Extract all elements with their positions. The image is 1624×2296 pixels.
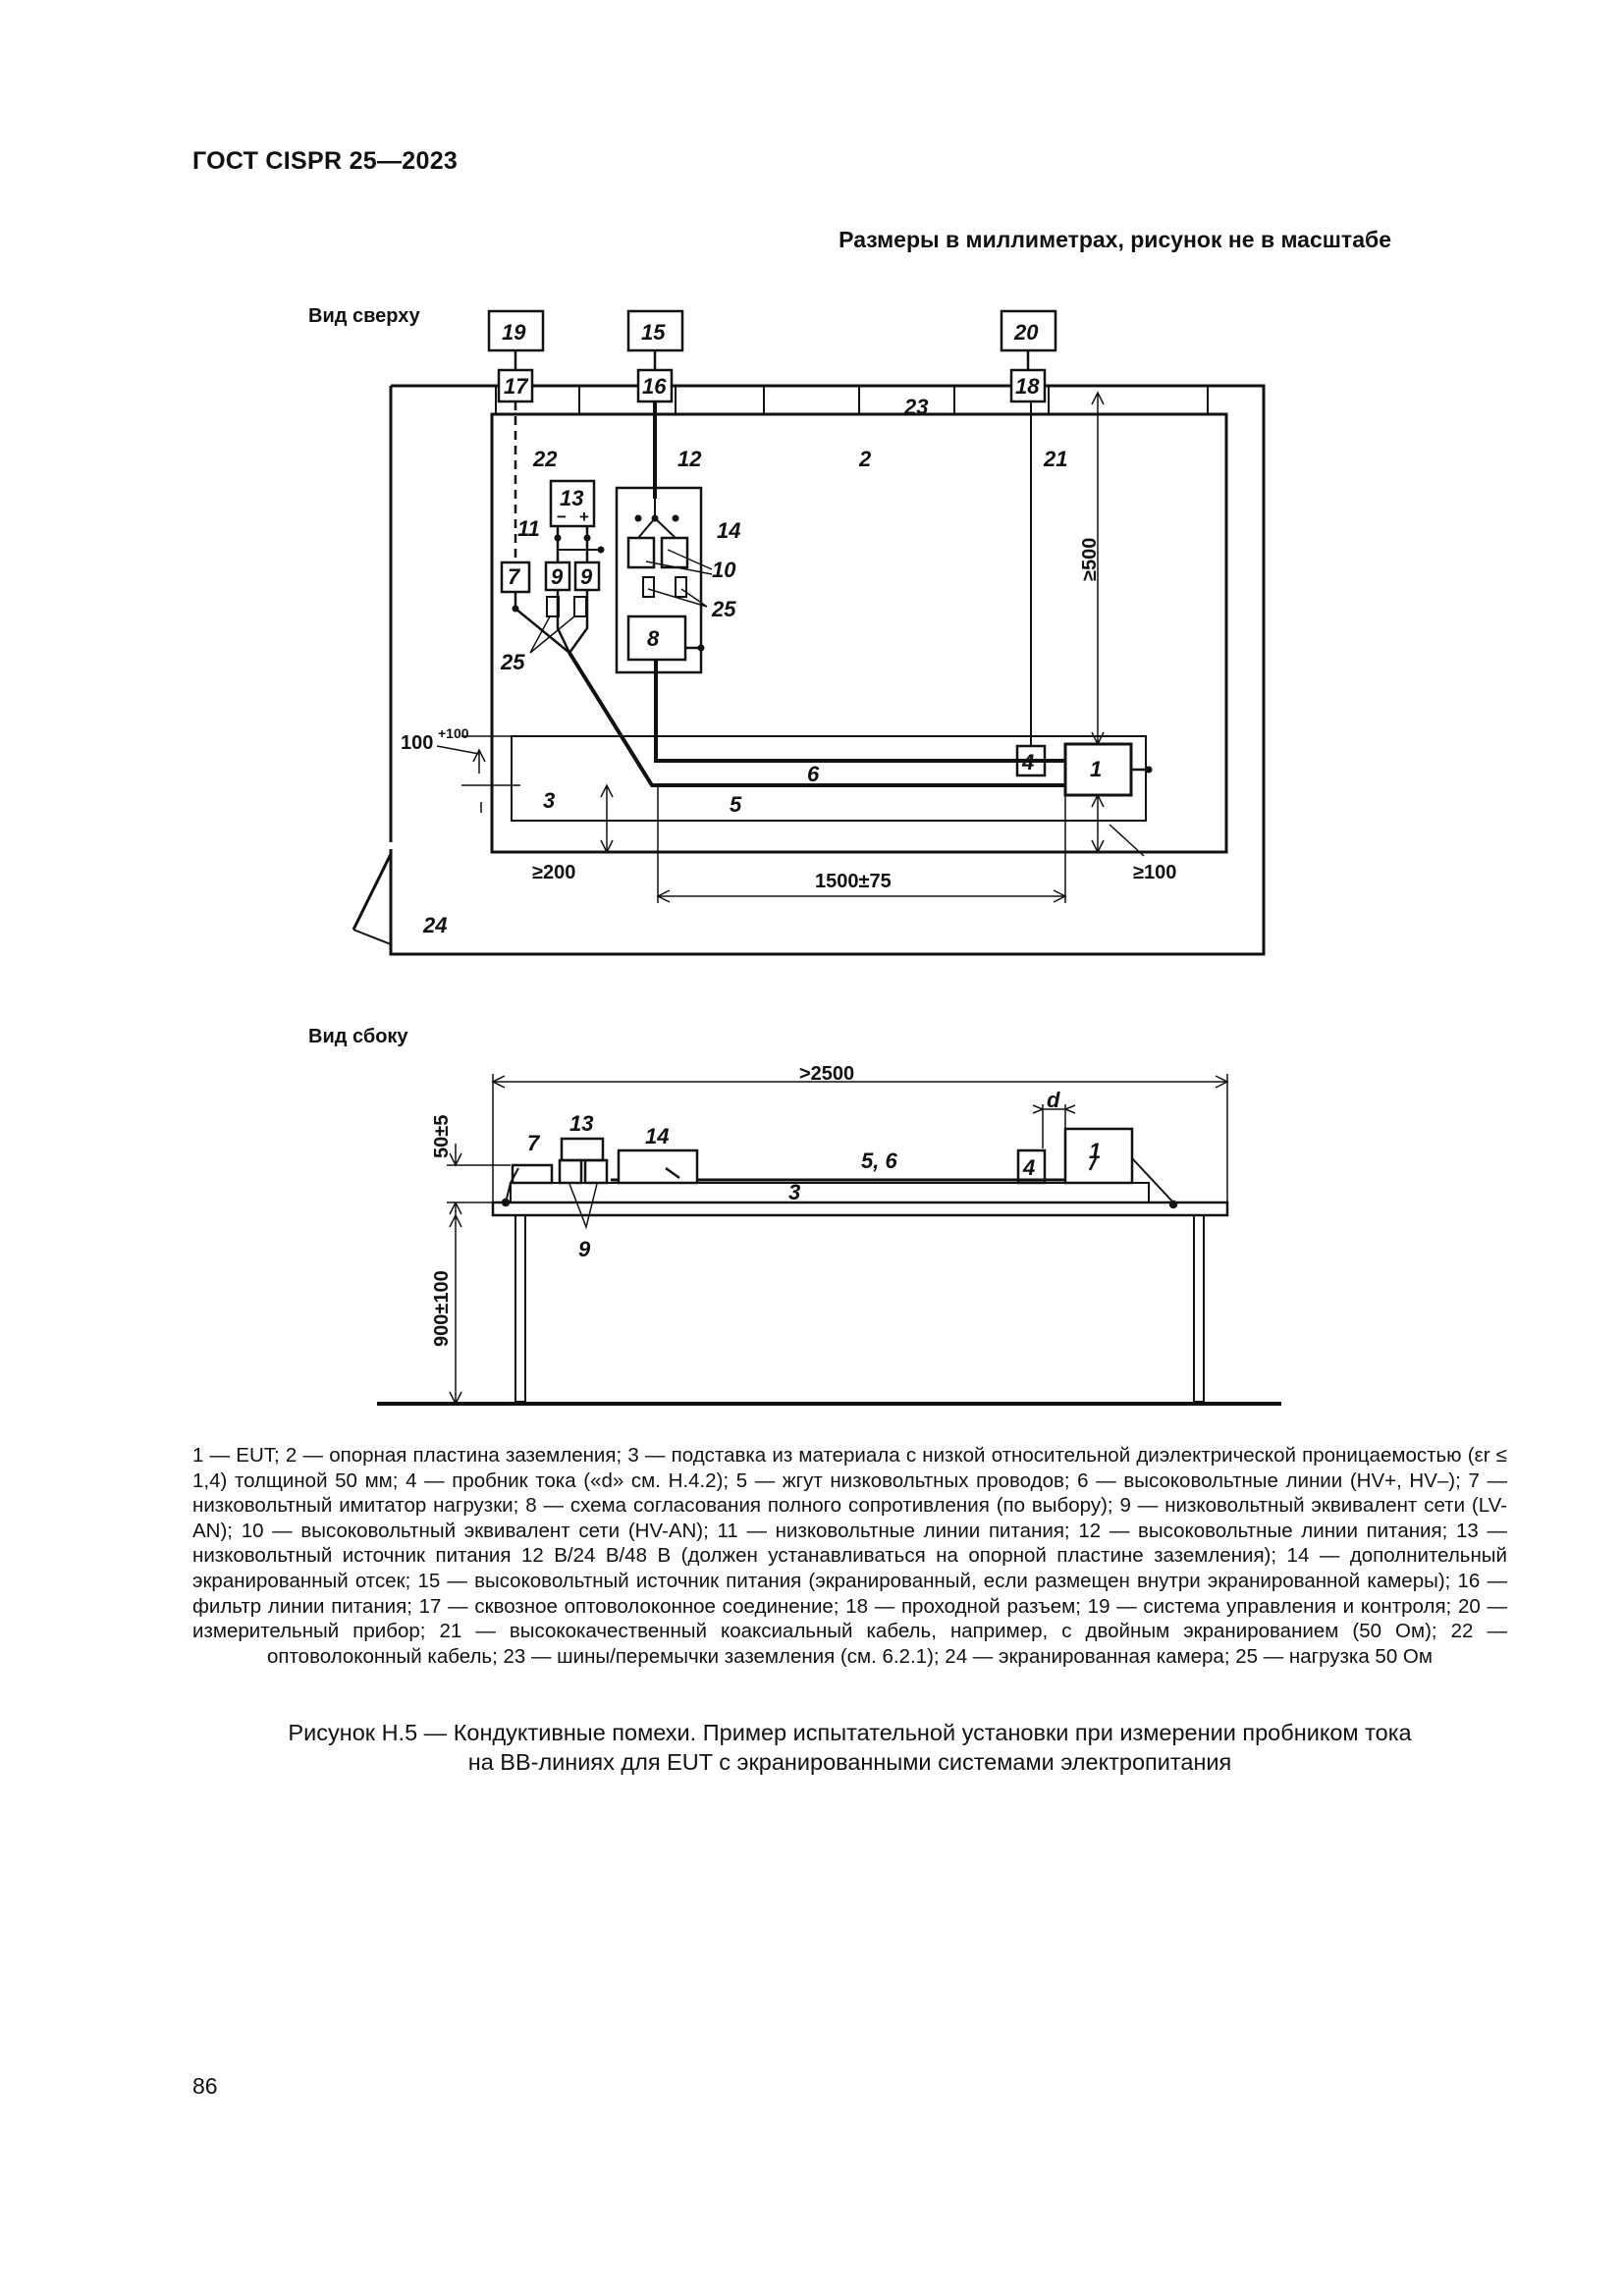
page-number: 86 [192,2073,218,2099]
dim-100-right: ≥100 [1133,862,1177,883]
label-21: 21 [1044,447,1068,471]
dim-2500: >2500 [799,1063,855,1085]
side-label-13: 13 [569,1111,594,1136]
dim-100-base: 100 [401,732,434,754]
side-box-9b [585,1160,607,1183]
side-label-4: 4 [1023,1155,1036,1180]
caption-line-2: на ВВ-линиях для EUT с экранированными системами электропитания [467,1749,1232,1775]
dim-900: 900±100 [431,1270,453,1347]
label-2: 2 [859,447,872,471]
document-header: ГОСТ CISPR 25—2023 [192,147,459,175]
hv-line-6 [656,660,1065,761]
label-4: 4 [1022,750,1035,774]
label-1: 1 [1090,757,1103,781]
load-25d [676,577,686,597]
label-13: 13 [560,486,584,510]
label-17: 17 [504,374,528,399]
label-23: 23 [904,395,929,419]
side-box-13 [562,1139,603,1160]
dim-50: 50±5 [431,1114,453,1158]
caption-line-1: Рисунок H.5 — Кондуктивные помехи. Пример испытательной установки при измерении пробником тока [288,1720,1412,1745]
label-14: 14 [717,518,741,543]
label-9a: 9 [551,564,564,589]
label-5: 5 [730,792,742,817]
label-24: 24 [423,913,448,937]
side-box-9a [560,1160,581,1183]
figure-caption [192,1718,1507,1777]
label-15: 15 [641,320,666,345]
label-8: 8 [647,626,660,651]
table-leg-left [515,1215,525,1402]
label-25b: 25 [501,650,525,674]
side-support [511,1183,1149,1202]
side-label-3: 3 [788,1180,801,1204]
side-label-1: 1 [1089,1139,1102,1163]
side-label-56: 5, 6 [861,1148,897,1173]
top-view-title: Вид сверху [308,305,420,327]
label-9b: 9 [580,564,593,589]
side-label-7: 7 [527,1131,540,1155]
dim-500: ≥500 [1079,537,1101,581]
side-box-7 [513,1165,552,1183]
label-3: 3 [543,788,556,813]
side-box-14 [619,1150,697,1183]
label-7: 7 [508,564,520,589]
figure-legend: 1 — EUT; 2 — опорная пластина заземления; 3 — подставка из материала с низкой относительной диэлектрической проницаемостью (εr ≤ 1,4) толщиной 50 мм; 4 — пробник тока («d» см. H.4.2); 5 — жгут низковольтных проводов; 6 — высоковольтные линии (HV+, HV–); 7 — низковольтный имитатор нагрузки; 8 — схема согласования полного сопротивления (по выбору); 9 — низковольтный эквивалент сети (LV-AN); 10 — высоковольтный эквивалент сети (HV-AN); 11 — низковольтные линии питания; 12 — высоковольтные линии питания; 13 — низковольтный источник питания 12 В/24 В/48 В (должен устанавливаться на опорной пластине заземления); 14 — дополнительный экранированный отсек; 15 — высоковольтный источник питания (экранированный, если размещен внутри экранированной камеры); 16 — фильтр линии питания; 17 — сквозное оптоволоконное соединение; 18 — проходной разъем; 19 — система управления и контроля; 20 — измерительный прибор; 21 — высококачественный коаксиальный кабель, например, с двойным экранированием (50 Ом); 22 — оптоволоконный кабель; 23 — шины/перемычки заземления (см. 6.2.1); 24 — экранированная камера; 25 — нагрузка 50 Ом [192,1444,1507,1668]
polarity-plus: + [579,507,589,526]
side-label-14: 14 [645,1124,670,1148]
dim-d: d [1047,1088,1060,1112]
label-16: 16 [642,374,667,399]
chamber-door [353,854,391,930]
label-6: 6 [807,762,820,786]
table-leg-right [1194,1215,1204,1402]
label-11: 11 [517,516,540,541]
dim-100-sup: +100 [438,725,469,741]
door-swing [353,930,391,944]
label-19: 19 [502,320,526,345]
label-20: 20 [1014,320,1039,345]
side-view-title: Вид сбоку [308,1026,408,1047]
side-table-top [493,1202,1227,1215]
label-10: 10 [712,558,736,582]
label-22: 22 [533,447,558,471]
label-18: 18 [1015,374,1040,399]
polarity-minus: − [557,507,567,526]
dim-200: ≥200 [532,862,576,883]
load-25c [643,577,654,597]
dimensions-note: Размеры в миллиметрах, рисунок не в масштабе [839,227,1391,252]
load-25b [574,597,586,616]
dim-1500: 1500±75 [815,871,892,892]
label-25a: 25 [712,597,736,621]
side-label-9: 9 [578,1237,591,1261]
label-12: 12 [677,447,702,471]
